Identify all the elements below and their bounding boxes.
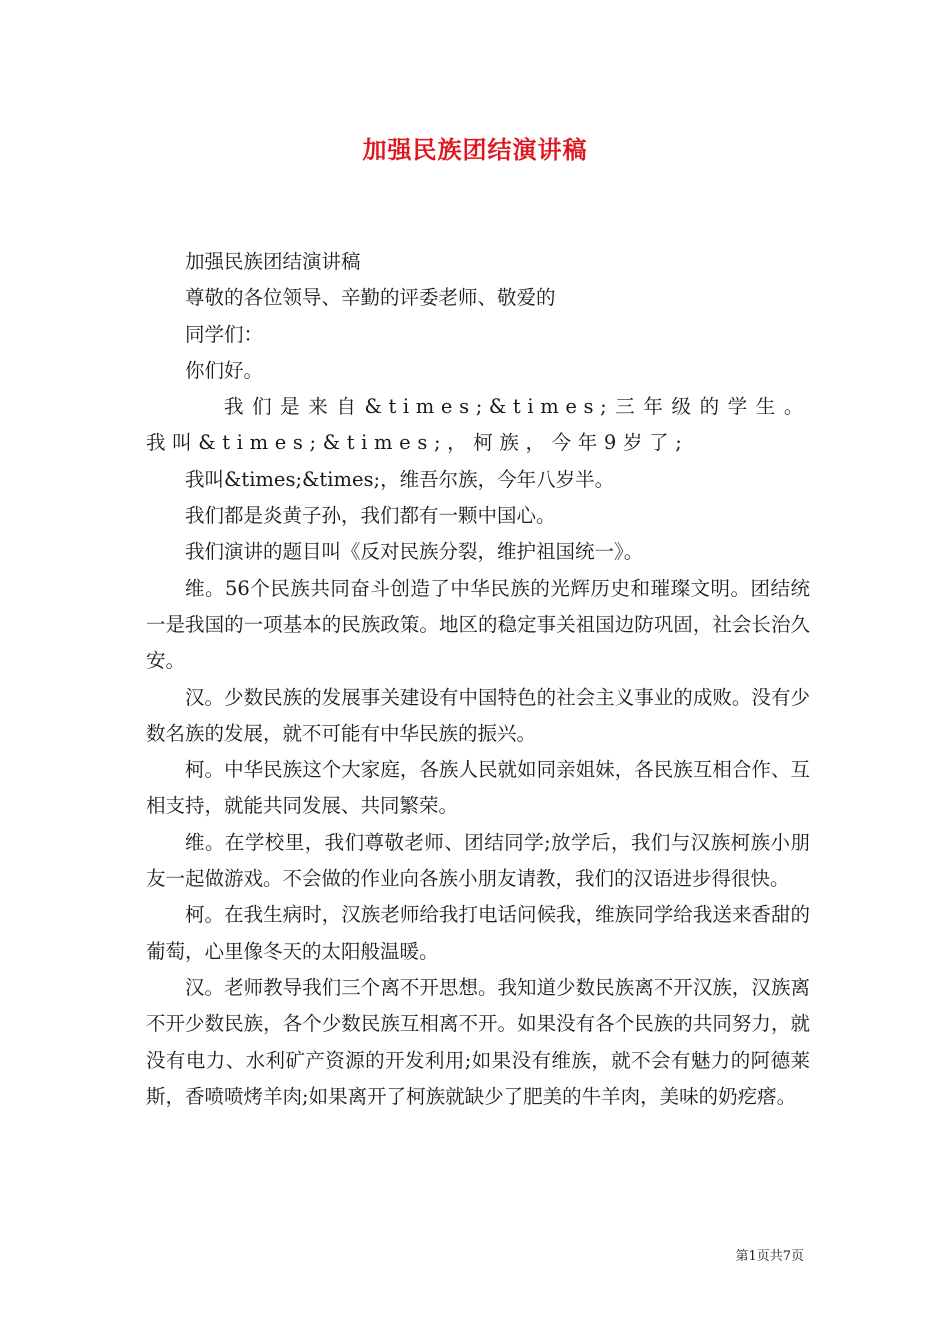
paragraph-intro-3: 我们都是炎黄子孙，我们都有一颗中国心。 [185,504,556,528]
paragraph-body: 汉。少数民族的发展事关建设有中国特色的社会主义事业的成败。没有少数名族的发展，就不可能有中华民族的振兴。 [146,685,810,745]
paragraph-body: 柯。中华民族这个大家庭，各族人民就如同亲姐妹，各民族互相合作、互相支持，就能共同发展、共同繁荣。 [146,758,810,818]
paragraph-body: 维。56个民族共同奋斗创造了中华民族的光辉历史和璀璨文明。团结统一是我国的一项基本的民族政策。地区的稳定事关祖国边防巩固，社会长治久安。 [146,576,810,673]
paragraph-body: 柯。在我生病时，汉族老师给我打电话问候我，维族同学给我送来香甜的葡萄，心里像冬天的太阳般温暖。 [146,903,810,963]
paragraph-topic: 我们演讲的题目叫《反对民族分裂，维护祖国统一》。 [185,540,644,564]
paragraph-greeting: 你们好。 [185,358,264,382]
paragraph-salutation-cont: 同学们： [185,322,264,346]
paragraph-body: 维。在学校里，我们尊敬老师、团结同学;放学后，我们与汉族柯族小朋友一起做游戏。不会做的作业向各族小朋友请教，我们的汉语进步得很快。 [146,830,810,891]
page-number: 第1页共7页 [735,1249,804,1264]
paragraph-heading: 加强民族团结演讲稿 [185,250,361,273]
paragraph-body: 汉。老师教导我们三个离不开思想。我知道少数民族离不开汉族，汉族离不开少数民族，各个少数民族互相离不开。如果没有各个民族的共同努力，就没有电力、水利矿产资源的开发利用;如果没有维族，就不会有魅力的阿德莱斯，香喷喷烤羊肉;如果离开了柯族就缺少了肥美的牛羊肉，美味的奶疙瘩。 [146,975,810,1108]
paragraph-intro: 我们是来自&times;&times;三年级的学生。我叫&times;&times;，柯族，今年9岁了; [146,395,810,455]
document-body [146,244,810,1115]
paragraph-intro-2: 我叫&times;&times;，维吾尔族，今年八岁半。 [185,467,615,491]
document-title: 加强民族团结演讲稿 [362,135,588,164]
paragraph-salutation: 尊敬的各位领导、辛勤的评委老师、敬爱的 [185,286,556,310]
